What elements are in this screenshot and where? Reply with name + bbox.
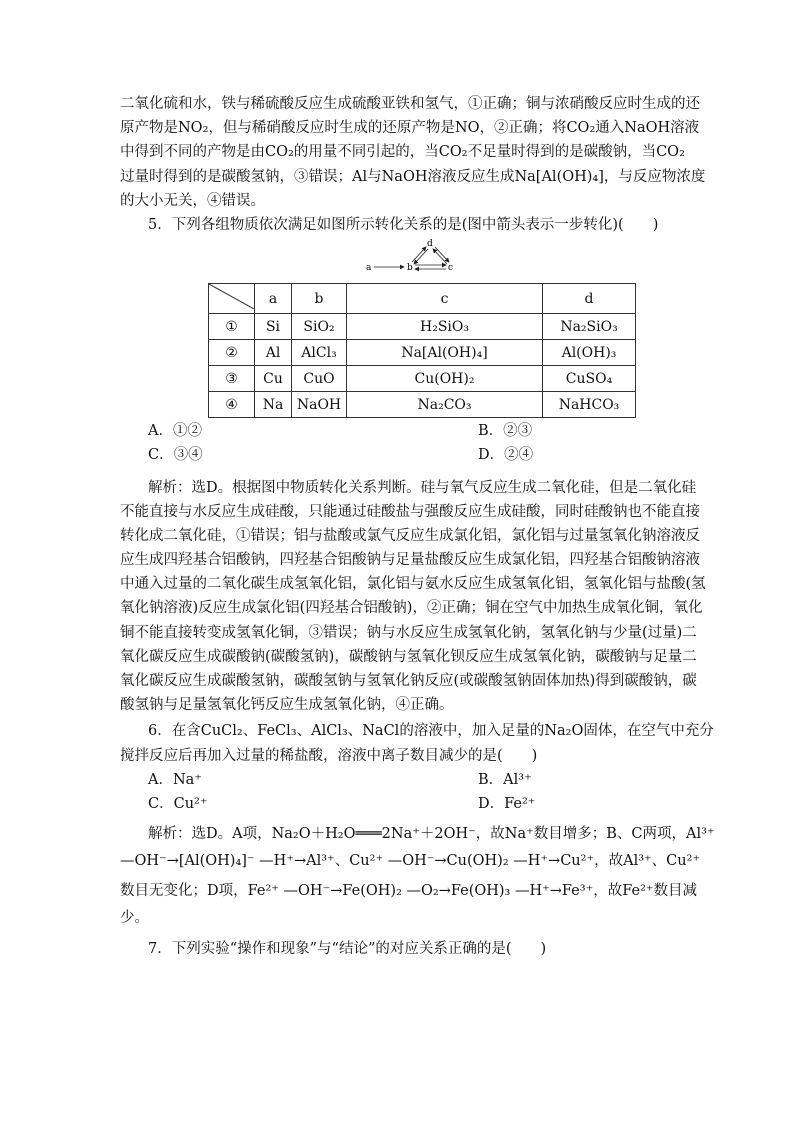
conversion-diagram-svg	[360, 237, 460, 277]
table-row	[209, 314, 636, 340]
table-cell: Na	[255, 392, 292, 418]
table-cell: Na₂SiO₃	[543, 314, 636, 340]
text-line: 数目无变化；D项，Fe²⁺ —OH⁻→Fe(OH)₂ —O₂→Fe(OH)₃ —H⁺→Fe³⁺，故Fe²⁺数目减	[120, 883, 698, 900]
table-row	[209, 366, 636, 392]
table-header-row	[209, 284, 636, 314]
q5-options-row-2	[120, 443, 675, 467]
diagram-label-d: d	[427, 239, 433, 250]
table-header-cell: a	[255, 284, 292, 314]
substance-table	[208, 283, 636, 418]
table-cell: ②	[209, 340, 255, 366]
q6-options-row-2	[120, 792, 675, 816]
text-line: 二氧化硫和水，铁与稀硫酸反应生成硫酸亚铁和氢气，①正确；铜与浓硝酸反应时生成的还	[120, 96, 700, 112]
diagonal-line	[209, 284, 254, 309]
table-cell: Cu	[255, 366, 292, 392]
text-line: 解析：选D。根据图中物质转化关系判断。硅与氧气反应生成二氧化硅，但是二氧化硅	[148, 479, 697, 496]
table-cell: Al(OH)₃	[543, 340, 636, 366]
option-d: D．②④	[478, 447, 534, 464]
text-line: 中通入过量的二氧化碳生成氢氧化铝，氯化铝与氨水反应生成氢氧化铝，氢氧化铝与盐酸(氢	[120, 576, 706, 593]
text-line: 的大小无关，④错误。	[120, 192, 265, 209]
table-corner-cell	[209, 284, 255, 314]
q6-options-row-1	[120, 768, 675, 792]
text-line: 转化成二氧化硅，①错误；铝与盐酸或氯气反应生成氯化铝，氯化铝与过量氢氧化钠溶液反	[120, 527, 700, 544]
text-line: 中得到不同的产物是由CO₂的用量不同引起的，当CO₂不足量时得到的是碳酸钠，当CO₂	[120, 144, 685, 161]
text-line: 铜不能直接转变成氢氧化铜，③错误；钠与水反应生成氢氧化钠，氢氧化钠与少量(过量)二	[120, 624, 697, 641]
text-line: 搅拌反应后再加入过量的稀盐酸，溶液中离子数目减少的是( )	[120, 747, 538, 764]
table-header-cell: d	[543, 284, 636, 314]
table-header-cell: b	[292, 284, 347, 314]
table-cell: Na₂CO₃	[347, 392, 543, 418]
top-paragraph	[120, 92, 706, 213]
table-cell: Si	[255, 314, 292, 340]
option-a: A．Na⁺	[148, 771, 202, 788]
q6-analysis	[120, 822, 715, 930]
question-6-stem	[120, 719, 714, 767]
table-cell: Cu(OH)₂	[347, 366, 543, 392]
text-line: 酸氢钠与足量氢氧化钙反应生成氢氧化钠，④正确。	[120, 697, 454, 714]
text-line: 过量时得到的是碳酸氢钠，③错误；Al与NaOH溶液反应生成Na[Al(OH)₄]，与反应物浓度	[120, 168, 706, 185]
text-line: 少。	[120, 910, 149, 927]
option-b: B．Al³⁺	[478, 771, 532, 788]
option-a: A．①②	[148, 423, 202, 440]
text-line: —OH⁻→[Al(OH)₄]⁻ —H⁺→Al³⁺、Cu²⁺ —OH⁻→Cu(OH)₂ —H⁺→Cu²⁺，故Al³⁺、Cu²⁺	[120, 853, 701, 870]
text-line: 不能直接与水反应生成硅酸，只能通过硅酸盐与强酸反应生成硅酸，同时硅酸钠也不能直接	[120, 503, 700, 520]
option-d: D．Fe²⁺	[478, 795, 536, 812]
q5-options-row-1	[120, 419, 675, 443]
table-row	[209, 340, 636, 366]
question-5-stem: 5．下列各组物质依次满足如图所示转化关系的是(图中箭头表示一步转化)( )	[148, 216, 659, 233]
conversion-diagram	[120, 237, 675, 277]
q5-analysis	[120, 476, 706, 718]
diagram-label-c: c	[448, 263, 454, 274]
document-page	[120, 92, 715, 961]
question-7-stem: 7．下列实验“操作和现象”与“结论”的对应关系正确的是( )	[148, 940, 547, 957]
option-b: B．②③	[478, 423, 533, 440]
table-cell: ④	[209, 392, 255, 418]
diagram-label-a: a	[366, 263, 372, 274]
table-cell: Al	[255, 340, 292, 366]
diagram-label-b: b	[407, 263, 413, 274]
table-cell: NaHCO₃	[543, 392, 636, 418]
text-line: 6．在含CuCl₂、FeCl₃、AlCl₃、NaCl的溶液中，加入足量的Na₂O固体，在空气中充分	[148, 723, 714, 740]
text-line: 应生成四羟基合铝酸钠，四羟基合铝酸钠与足量盐酸反应生成氯化铝，四羟基合铝酸钠溶液	[120, 552, 700, 569]
text-line: 原产物是NO₂，但与稀硝酸反应时生成的还原产物是NO，②正确；将CO₂通入NaOH溶液	[120, 120, 700, 137]
table-header-cell: c	[347, 284, 543, 314]
table-cell: Na[Al(OH)₄]	[347, 340, 543, 366]
table-cell: CuO	[292, 366, 347, 392]
table-cell: ③	[209, 366, 255, 392]
option-c: C．③④	[148, 447, 203, 464]
option-c: C．Cu²⁺	[148, 795, 208, 812]
text-line: 氧化钠溶液)反应生成氯化铝(四羟基合铝酸钠)，②正确；铜在空气中加热生成氧化铜，氧化	[120, 600, 703, 617]
table-cell: SiO₂	[292, 314, 347, 340]
table-cell: ①	[209, 314, 255, 340]
table-cell: AlCl₃	[292, 340, 347, 366]
table-cell: H₂SiO₃	[347, 314, 543, 340]
table-cell: CuSO₄	[543, 366, 636, 392]
table-row	[209, 392, 636, 418]
text-line: 氧化碳反应生成碳酸钠(碳酸氢钠)，碳酸钠与氢氧化钡反应生成氢氧化钠，碳酸钠与足量二	[120, 648, 697, 665]
text-line: 解析：选D。A项，Na₂O＋H₂O═══2Na⁺＋2OH⁻，故Na⁺数目增多；B、C两项，Al³⁺	[148, 826, 715, 843]
table-cell: NaOH	[292, 392, 347, 418]
text-line: 氧化碳反应生成碳酸氢钠，碳酸氢钠与氢氧化钠反应(或碳酸氢钠固体加热)得到碳酸钠，碳	[120, 673, 697, 689]
